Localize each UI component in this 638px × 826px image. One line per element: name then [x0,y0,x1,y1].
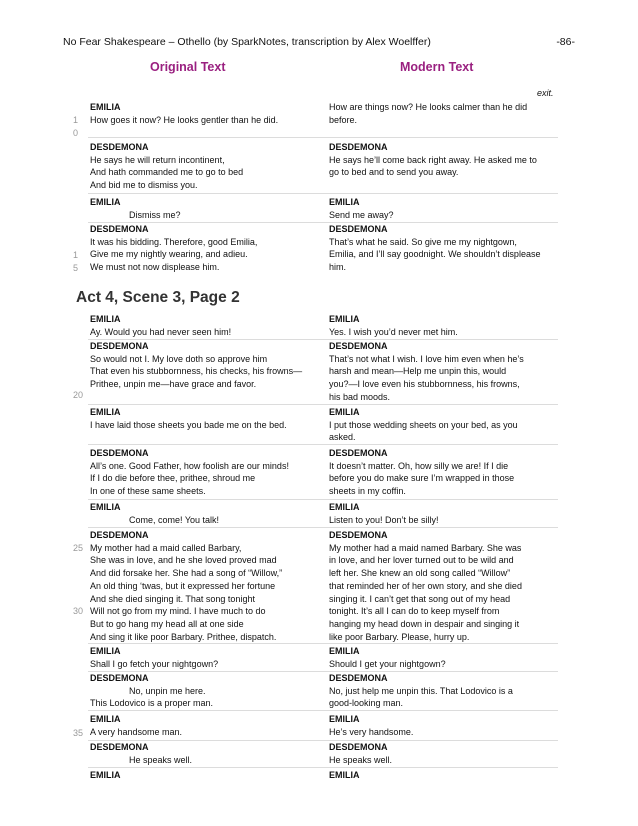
original-line: All’s one. Good Father, how foolish are our minds! [90,460,289,471]
modern-speech [329,672,559,710]
original-line: But to go hang my head all at one side [90,618,244,629]
modern-line: How are things now? He looks calmer than he did [329,102,528,112]
speaker-name: DESDEMONA [329,673,388,683]
original-speech [90,406,326,431]
modern-line: My mother had a maid named Barbary. She was [329,542,522,553]
original-line: A very handsome man. [90,726,183,737]
original-line: How goes it now? He looks gentler than he did. [90,114,279,125]
modern-speech [329,340,559,404]
modern-line: his bad moods. [329,391,391,402]
modern-line: tonight. It’s all I can do to keep myself from [329,606,500,617]
original-line: Come, come! You talk! [129,514,220,525]
modern-speech [329,645,559,670]
original-line: No, unpin me here. [129,685,206,696]
modern-line: go to bed and to send you away. [329,167,459,178]
modern-line: good-looking man. [329,698,404,709]
modern-speech [329,529,559,643]
original-line: Give me my nightly wearing, and adieu. [90,249,248,260]
speaker-name: EMILIA [329,314,360,324]
modern-line: sheets in my coffin. [329,486,406,497]
original-line: This Lodovico is a proper man. [90,698,214,709]
speaker-name: EMILIA [329,646,360,656]
speaker-name: EMILIA [90,770,121,780]
original-line: And sing it like poor Barbary. Prithee, dispatch. [90,631,277,642]
modern-speech [329,196,559,221]
modern-line: left her. She knew an old song called “Willow” [329,568,511,579]
modern-line: asked. [329,432,356,443]
original-line: And she died singing it. That song tonight [90,593,255,604]
speaker-name: DESDEMONA [90,742,149,752]
speaker-name: DESDEMONA [90,448,149,458]
original-line: Prithee, unpin me—have grace and favor. [90,379,257,390]
modern-line: like poor Barbary. Please, hurry up. [329,631,470,642]
original-line: Ay. Would you had never seen him! [90,326,232,337]
speaker-name: DESDEMONA [90,224,149,234]
row-divider [88,527,558,528]
original-speech [90,672,326,710]
modern-line: harsh and mean—Help me unpin this, would [329,366,507,377]
original-speech [90,741,326,766]
line-number: 5 [73,263,79,273]
modern-speech [329,141,559,179]
speaker-name: DESDEMONA [90,341,149,351]
original-line: She was in love, and he she loved proved mad [90,555,277,566]
original-speech [90,769,326,782]
modern-line: Should I get your nightgown? [329,658,446,669]
modern-line: singing it. I can’t get that song out of my head [329,593,511,604]
modern-line: No, just help me unpin this. That Lodovico is a [329,685,513,696]
original-line: And bid me to dismiss you. [90,180,198,191]
speaker-name: EMILIA [90,314,121,324]
row-divider [88,710,558,711]
line-number: 35 [73,728,84,738]
modern-line: Send me away? [329,209,394,220]
modern-speech [329,313,559,338]
original-speech [90,447,326,498]
modern-speech [329,406,559,444]
row-divider [88,137,558,138]
original-line: I have laid those sheets you bade me on the bed. [90,419,287,430]
modern-line: It doesn’t matter. Oh, how silly we are! If I die [329,460,509,471]
row-divider [88,193,558,194]
original-line: And hath commanded me to go to bed [90,167,244,178]
original-speech [90,313,326,338]
document-title: No Fear Shakespeare – Othello (by SparkNotes, transcription by Alex Woelffer) [63,36,431,48]
modern-speech [329,501,559,526]
page-number: -86- [556,36,575,48]
line-number: 20 [73,390,84,400]
speaker-name: EMILIA [90,102,121,112]
speaker-name: DESDEMONA [90,673,149,683]
speaker-name: EMILIA [329,714,360,724]
original-speech [90,196,326,221]
original-line: In one of these same sheets. [90,486,206,497]
modern-line: Emilia, and I’ll say goodnight. We shouldn’t displease [329,249,541,260]
original-line: If I do die before thee, prithee, shroud me [90,473,256,484]
speaker-name: DESDEMONA [329,341,388,351]
original-line: And did forsake her. She had a song of “Willow,” [90,568,283,579]
speaker-name: EMILIA [329,770,360,780]
line-number: 1 [73,250,79,260]
speaker-name: DESDEMONA [329,142,388,152]
modern-line: That’s not what I wish. I love him even when he’s [329,353,524,364]
original-line: He says he will return incontinent, [90,154,225,165]
original-line: It was his bidding. Therefore, good Emilia, [90,236,258,247]
speaker-name: EMILIA [90,502,121,512]
original-speech [90,223,326,274]
modern-line: before you do make sure I’m wrapped in those [329,473,515,484]
row-divider [88,404,558,405]
row-divider [88,499,558,500]
original-text-heading: Original Text [150,60,226,74]
modern-speech [329,769,559,782]
stage-direction: exit. [537,88,554,98]
modern-line: you?—I love even his stubbornness, his frowns, [329,379,520,390]
original-speech [90,713,326,738]
speaker-name: DESDEMONA [90,142,149,152]
original-line: My mother had a maid called Barbary, [90,542,242,553]
modern-line: him. [329,262,347,273]
modern-line: hanging my head down in despair and singing it [329,618,520,629]
original-line: An old thing ‘twas, but it expressed her fortune [90,580,276,591]
modern-line: in love, and her lover turned out to be wild and [329,555,514,566]
line-number: 25 [73,543,84,553]
original-line: We must not now displease him. [90,262,220,273]
row-divider [88,643,558,644]
original-line: So would not I. My love doth so approve him [90,353,268,364]
speaker-name: EMILIA [90,714,121,724]
modern-line: that reminded her of her own story, and she died [329,580,522,591]
original-line: That even his stubbornness, his checks, his frowns— [90,366,303,377]
modern-speech [329,223,559,274]
original-speech [90,340,326,391]
modern-line: He says he’ll come back right away. He asked me to [329,154,537,165]
modern-line: That’s what he said. So give me my nightgown, [329,236,517,247]
modern-speech [329,447,559,498]
speaker-name: DESDEMONA [90,530,149,540]
original-speech [90,645,326,670]
modern-speech [329,713,559,738]
modern-speech [329,741,559,766]
original-line: He speaks well. [129,754,193,765]
original-line: Will not go from my mind. I have much to do [90,606,266,617]
row-divider [88,767,558,768]
speaker-name: EMILIA [329,502,360,512]
modern-line: I put those wedding sheets on your bed, as you [329,419,518,430]
speaker-name: DESDEMONA [329,742,388,752]
modern-line: Yes. I wish you’d never met him. [329,326,458,337]
page-header [63,36,575,50]
original-line: Shall I go fetch your nightgown? [90,658,219,669]
original-speech [90,529,326,643]
modern-speech [329,101,559,126]
original-speech [90,141,326,192]
speaker-name: DESDEMONA [329,448,388,458]
line-number: 30 [73,606,84,616]
modern-line: He speaks well. [329,754,393,765]
line-number: 0 [73,128,79,138]
row-divider [88,444,558,445]
scene-title: Act 4, Scene 3, Page 2 [76,289,240,306]
modern-line: Listen to you! Don’t be silly! [329,514,439,525]
line-number: 1 [73,115,79,125]
speaker-name: EMILIA [329,197,360,207]
modern-line: before. [329,114,358,125]
original-speech [90,101,326,126]
modern-line: He’s very handsome. [329,726,414,737]
speaker-name: DESDEMONA [329,224,388,234]
speaker-name: EMILIA [90,646,121,656]
speaker-name: EMILIA [90,407,121,417]
modern-text-heading: Modern Text [400,60,474,74]
speaker-name: EMILIA [90,197,121,207]
speaker-name: EMILIA [329,407,360,417]
original-speech [90,501,326,526]
original-line: Dismiss me? [129,209,181,220]
speaker-name: DESDEMONA [329,530,388,540]
